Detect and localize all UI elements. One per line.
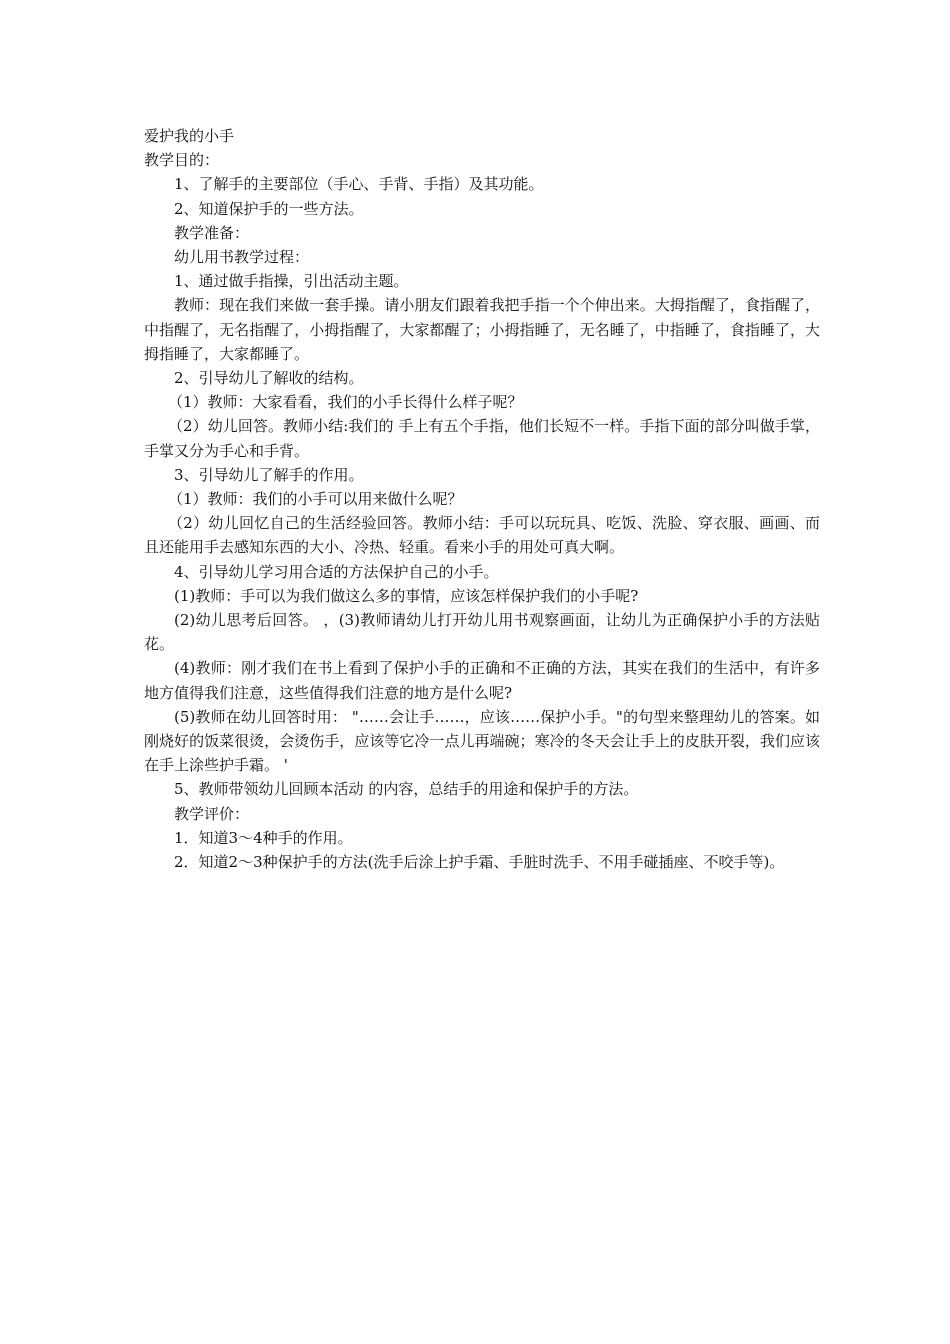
paragraph-21: 2．知道2～3种保护手的方法(洗手后涂上护手霜、手脏时洗手、不用手碰插座、不咬手等)。 xyxy=(174,853,785,872)
paragraph-8: （1）教师：大家看看，我们的小手长得什么样子呢？ xyxy=(168,393,523,412)
paragraph-20: 1．知道3～4种手的作用。 xyxy=(174,828,353,847)
paragraph-16: (4)教师：刚才我们在书上看到了保护小手的正确和不正确的方法，其实在我们的生活中，有许多地方值得我们注意，这些值得我们注意的地方是什么呢? xyxy=(144,659,820,702)
paragraph-18: 5、教师带领幼儿回顾本活动 的内容，总结手的用途和保护手的方法。 xyxy=(174,780,639,799)
paragraph-11: （1）教师：我们的小手可以用来做什么呢？ xyxy=(168,490,463,509)
paragraph-9: （2）幼儿回答。教师小结:我们的 手上有五个手指，他们长短不一样。手指下面的部分叫做手掌，手掌又分为手心和手背。 xyxy=(144,417,820,460)
document-title: 爱护我的小手 xyxy=(144,127,235,145)
document-page xyxy=(144,124,820,874)
paragraph-19: 教学评价： xyxy=(174,804,250,823)
paragraph-13: 4、引导幼儿学习用合适的方法保护自己的小手。 xyxy=(174,562,499,581)
paragraph-7: 2、引导幼儿了解收的结构。 xyxy=(174,369,364,388)
paragraph-1: 1、了解手的主要部位（手心、手背、手指）及其功能。 xyxy=(174,175,544,194)
paragraph-15: (2)幼儿思考后回答。 ，(3)教师请幼儿打开幼儿用书观察画面，让幼儿为正确保护小手的方法贴花。 xyxy=(144,611,820,654)
paragraph-0: 教学目的： xyxy=(144,151,220,170)
paragraph-14: (1)教师：手可以为我们做这么多的事情，应该怎样保护我们的小手呢? xyxy=(174,586,639,605)
paragraph-3: 教学准备： xyxy=(174,223,250,242)
paragraph-2: 2、知道保护手的一些方法。 xyxy=(174,199,364,218)
paragraph-17: (5)教师在幼儿回答时用： "……会让手……，应该……保护小手。"的句型来整理幼儿的答案。如刚烧好的饭菜很烫，会烫伤手，应该等它冷一点儿再端碗；寒冷的冬天会让手上的皮肤开裂，我们应该在手上涂些护手霜。 ' xyxy=(144,707,820,775)
paragraph-10: 3、引导幼儿了解手的作用。 xyxy=(174,465,364,484)
paragraph-4: 幼儿用书教学过程： xyxy=(174,248,310,267)
paragraph-12: （2）幼儿回忆自己的生活经验回答。教师小结：手可以玩玩具、吃饭、洗脸、穿衣服、画画、而且还能用手去感知东西的大小、冷热、轻重。看来小手的用处可真大啊。 xyxy=(144,514,820,557)
paragraph-6: 教师：现在我们来做一套手操。请小朋友们跟着我把手指一个个伸出来。大拇指醒了，食指醒了，中指醒了，无名指醒了，小拇指醒了，大家都醒了；小拇指睡了，无名睡了，中指睡了，食指睡了，大拇指睡了，大家都睡了。 xyxy=(144,296,820,363)
paragraph-5: 1、通过做手指操，引出活动主题。 xyxy=(174,272,409,291)
